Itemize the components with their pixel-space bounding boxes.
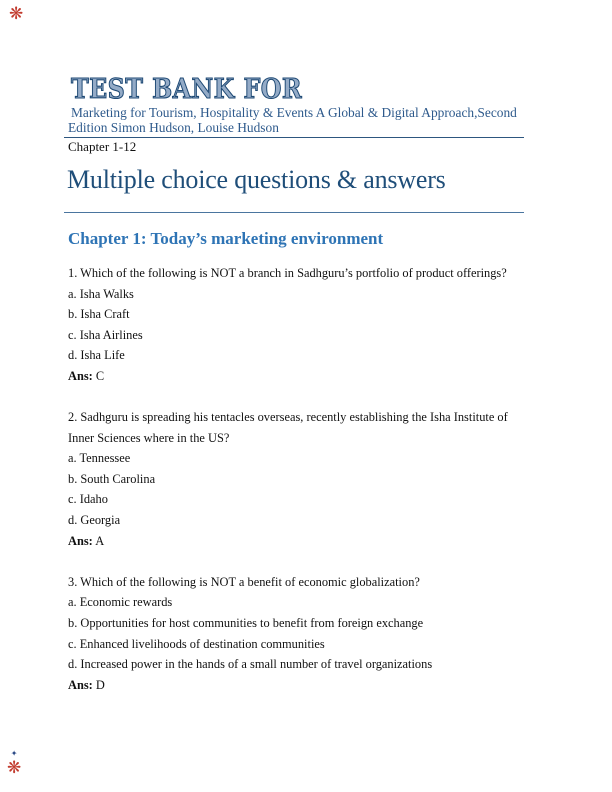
answer-line: Ans: D [68, 677, 105, 692]
option-line: a. Tennessee [68, 451, 131, 466]
option-line: a. Isha Walks [68, 286, 134, 301]
option-line: c. Enhanced livelihoods of destination communities [68, 636, 325, 651]
answer-label: Ans: [68, 533, 93, 548]
section-heading-text: Chapter 1: Today’s marketing environment [68, 229, 384, 248]
section-divider [64, 212, 524, 213]
question-block-2 [64, 407, 524, 551]
answer-label: Ans: [68, 677, 93, 692]
title-block [64, 76, 524, 104]
star-accent-icon: ✦ [10, 749, 18, 758]
question-block-1 [64, 263, 524, 387]
question-text: 2. Sadhguru is spreading his tentacles overseas, recently establishing the Isha Institute of [68, 410, 508, 425]
question-block-3 [64, 572, 524, 696]
chapter-range [64, 139, 524, 155]
answer-line: Ans: A [68, 533, 105, 548]
answer-line: Ans: C [68, 368, 105, 383]
subtitle-line-1: Marketing for Tourism, Hospitality & Events A Global & Digital Approach,Second [71, 105, 517, 120]
corner-ornament-icon [9, 5, 23, 23]
option-line: a. Economic rewards [68, 595, 173, 610]
option-line: b. Isha Craft [68, 307, 130, 322]
corner-ornament-bottom-icon [7, 750, 21, 776]
option-line: d. Isha Life [68, 348, 125, 363]
section-heading [64, 229, 524, 249]
header-divider [64, 137, 524, 138]
book-subtitle [64, 105, 524, 136]
page-title: TEST BANK FOR [71, 74, 303, 105]
subtitle-line-2: Edition Simon Hudson, Louise Hudson [68, 120, 279, 136]
document-heading [64, 164, 524, 196]
option-line: d. Increased power in the hands of a small number of travel organizations [68, 657, 433, 672]
chapter-range-text: Chapter 1-12 [68, 139, 137, 154]
option-line: c. Isha Airlines [68, 327, 143, 342]
option-line: b. Opportunities for host communities to benefit from foreign exchange [68, 615, 424, 630]
question-text: 3. Which of the following is NOT a benefit of economic globalization? [68, 574, 420, 589]
questions [64, 263, 524, 695]
document-heading-text: Multiple choice questions & answers [67, 165, 446, 194]
option-line: b. South Carolina [68, 471, 156, 486]
answer-label: Ans: [68, 368, 93, 383]
question-text: 1. Which of the following is NOT a branch in Sadhguru’s portfolio of product offerings? [68, 266, 507, 280]
option-line: c. Idaho [68, 492, 108, 507]
question-text: Inner Sciences where in the US? [68, 430, 230, 445]
fleuron-icon: ❋ [7, 758, 22, 777]
fleuron-icon: ❋ [9, 4, 24, 23]
option-line: d. Georgia [68, 513, 121, 528]
